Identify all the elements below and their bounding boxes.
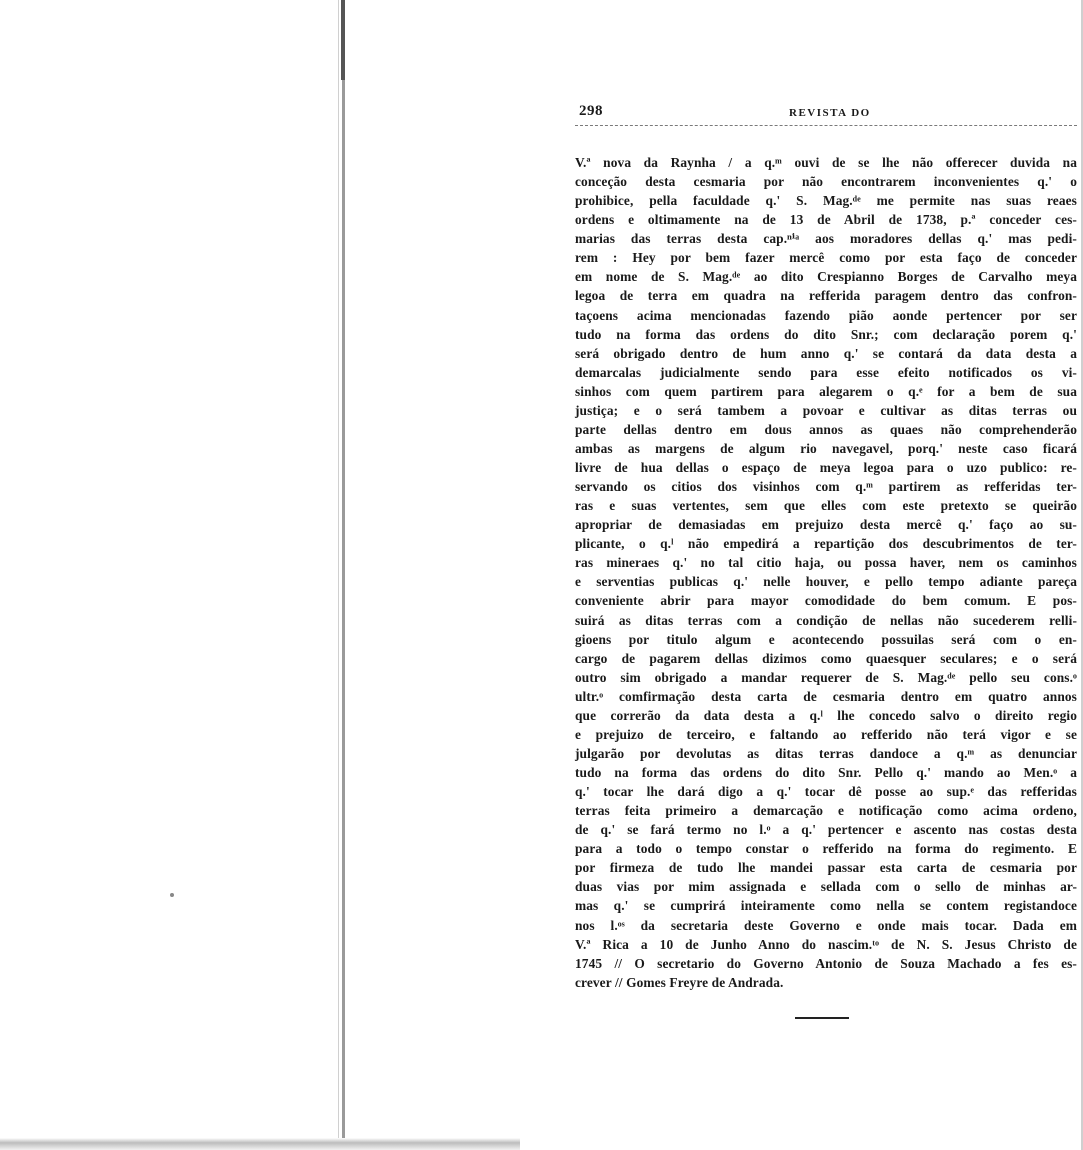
text-line: ordens e oltimamente na de 13 de Abril de 1738, p.ª conceder ces- bbox=[575, 212, 1077, 228]
text-line: legoa de terra em quadra na refferida paragem dentro das confron- bbox=[575, 288, 1077, 304]
page-number: 298 bbox=[579, 103, 603, 119]
text-line: tudo na forma das ordens do dito Snr.; com declaração porem q.' bbox=[575, 326, 1077, 342]
end-rule bbox=[795, 1017, 849, 1019]
text-line: gioens por titulo algum e acontecendo possuilas será com o en- bbox=[575, 631, 1077, 647]
text-line: apropriar de demasiadas em prejuizo desta mercê q.' faço ao su- bbox=[575, 517, 1077, 533]
text-line: ras e suas vertentes, sem que elles com este pretexto se queirão bbox=[575, 498, 1077, 514]
text-line: livre de hua dellas o espaço de meya legoa para o uzo publico: re- bbox=[575, 460, 1077, 475]
body-text bbox=[575, 153, 1077, 992]
text-line: ultr.ᵒ comfirmação desta carta de cesmaria dentro em quatro annos bbox=[575, 688, 1077, 704]
text-line: cargo de pagarem dellas dizimos como quaesquer seculares; e o será bbox=[575, 650, 1077, 666]
running-title: REVISTA DO bbox=[789, 107, 871, 119]
text-line: 1745 // O secretario do Governo Antonio de Souza Machado a fes es- bbox=[575, 955, 1077, 971]
page-bottom-edge bbox=[0, 1138, 520, 1150]
text-line: sinhos com quem partirem para alegarem o q.ᵉ for a bem de sua bbox=[575, 383, 1077, 399]
text-line: plicante, o q.ˡ não empedirá a repartição dos descubrimentos de ter- bbox=[575, 536, 1077, 552]
page-fold-line bbox=[342, 0, 345, 1150]
text-line: por firmeza de tudo lhe mandei passar esta carta de cesmaria por bbox=[575, 860, 1077, 876]
text-line: justiça; e o será tambem a povoar e cultivar as ditas terras ou bbox=[575, 402, 1077, 418]
text-line: demarcalas judicialmente sendo para esse efeito notificados os vi- bbox=[575, 364, 1077, 380]
text-line: nos l.ᵒˢ da secretaria deste Governo e onde mais tocar. Dada em bbox=[575, 917, 1077, 933]
text-line: ambas as margens de algum rio navegavel, porq.' neste caso ficará bbox=[575, 440, 1077, 456]
text-line: julgarão por devolutas as ditas terras dandoce a q.ᵐ as denunciar bbox=[575, 745, 1077, 761]
text-line: marias das terras desta cap.ⁿⁱᵃ aos moradores dellas q.' mas pedi- bbox=[575, 231, 1077, 247]
text-line: taçoens acima mencionadas fazendo pião aonde pertencer por ser bbox=[575, 307, 1077, 323]
text-line: em nome de S. Mag.ᵈᵉ ao dito Crespianno Borges de Carvalho meya bbox=[575, 269, 1077, 285]
right-page bbox=[575, 103, 1077, 1019]
text-line: que correrão da data desta a q.ˡ lhe concedo salvo o direito regio bbox=[575, 707, 1077, 723]
text-line: V.ª nova da Raynha / a q.ᵐ ouvi de se lhe não offerecer duvida na bbox=[575, 155, 1077, 170]
text-line: terras feita primeiro a demarcação e notificação como acima ordeno, bbox=[575, 803, 1077, 819]
text-line: mas q.' se cumprirá inteiramente como nella se contem registandoce bbox=[575, 898, 1077, 914]
text-line: prohibice, pella faculdade q.' S. Mag.ᵈᵉ me permite nas suas reaes bbox=[575, 193, 1077, 209]
text-line: para a todo o tempo constar o refferido na forma do regimento. E bbox=[575, 841, 1077, 857]
text-line: será obrigado dentro de hum anno q.' se contará da data desta a bbox=[575, 345, 1077, 361]
text-line: outro sim obrigado a mandar requerer de S. Mag.ᵈᵉ pello seu cons.ᵒ bbox=[575, 669, 1077, 685]
text-line: duas vias por mim assignada e sellada com o sello de minhas ar- bbox=[575, 879, 1077, 895]
text-line: crever // Gomes Freyre de Andrada. bbox=[575, 974, 784, 990]
page-fold-shadow bbox=[338, 0, 339, 1150]
text-line: e prejuizo de terceiro, e faltando ao refferido não terá vigor e se bbox=[575, 726, 1077, 742]
scan-speck bbox=[170, 893, 174, 897]
running-head bbox=[575, 103, 1077, 126]
text-line: conveniente abrir para mayor comodidade do bem comum. E pos- bbox=[575, 593, 1077, 609]
text-line: ras mineraes q.' no tal citio haja, ou possa haver, nem os caminhos bbox=[575, 555, 1077, 571]
text-line: suirá as ditas terras com a condição de nellas não sucederem relli- bbox=[575, 612, 1077, 628]
binding-shadow bbox=[341, 0, 345, 80]
text-line: q.' tocar lhe dará digo a q.' tocar dê posse ao sup.ᵉ das refferidas bbox=[575, 784, 1077, 800]
text-line: parte dellas dentro em dous annos as quaes não comprehenderão bbox=[575, 421, 1077, 437]
text-line: tudo na forma das ordens do dito Snr. Pello q.' mando ao Men.ᵒ a bbox=[575, 765, 1077, 780]
text-line: de q.' se fará termo no l.ᵒ a q.' pertencer e ascento nas costas desta bbox=[575, 822, 1077, 838]
text-line: rem : Hey por bem fazer mercê como por esta faço de conceder bbox=[575, 250, 1077, 266]
text-line: e serventias publicas q.' nelle houver, e pello tempo adiante pareça bbox=[575, 574, 1077, 590]
text-line: servando os citios dos visinhos com q.ᵐ partirem as refferidas ter- bbox=[575, 479, 1077, 495]
text-line: V.ª Rica a 10 de Junho Anno do nascim.ᵗᵒ de N. S. Jesus Christo de bbox=[575, 936, 1077, 952]
text-line: conceção desta cesmaria por não encontrarem inconvenientes q.' o bbox=[575, 174, 1077, 190]
